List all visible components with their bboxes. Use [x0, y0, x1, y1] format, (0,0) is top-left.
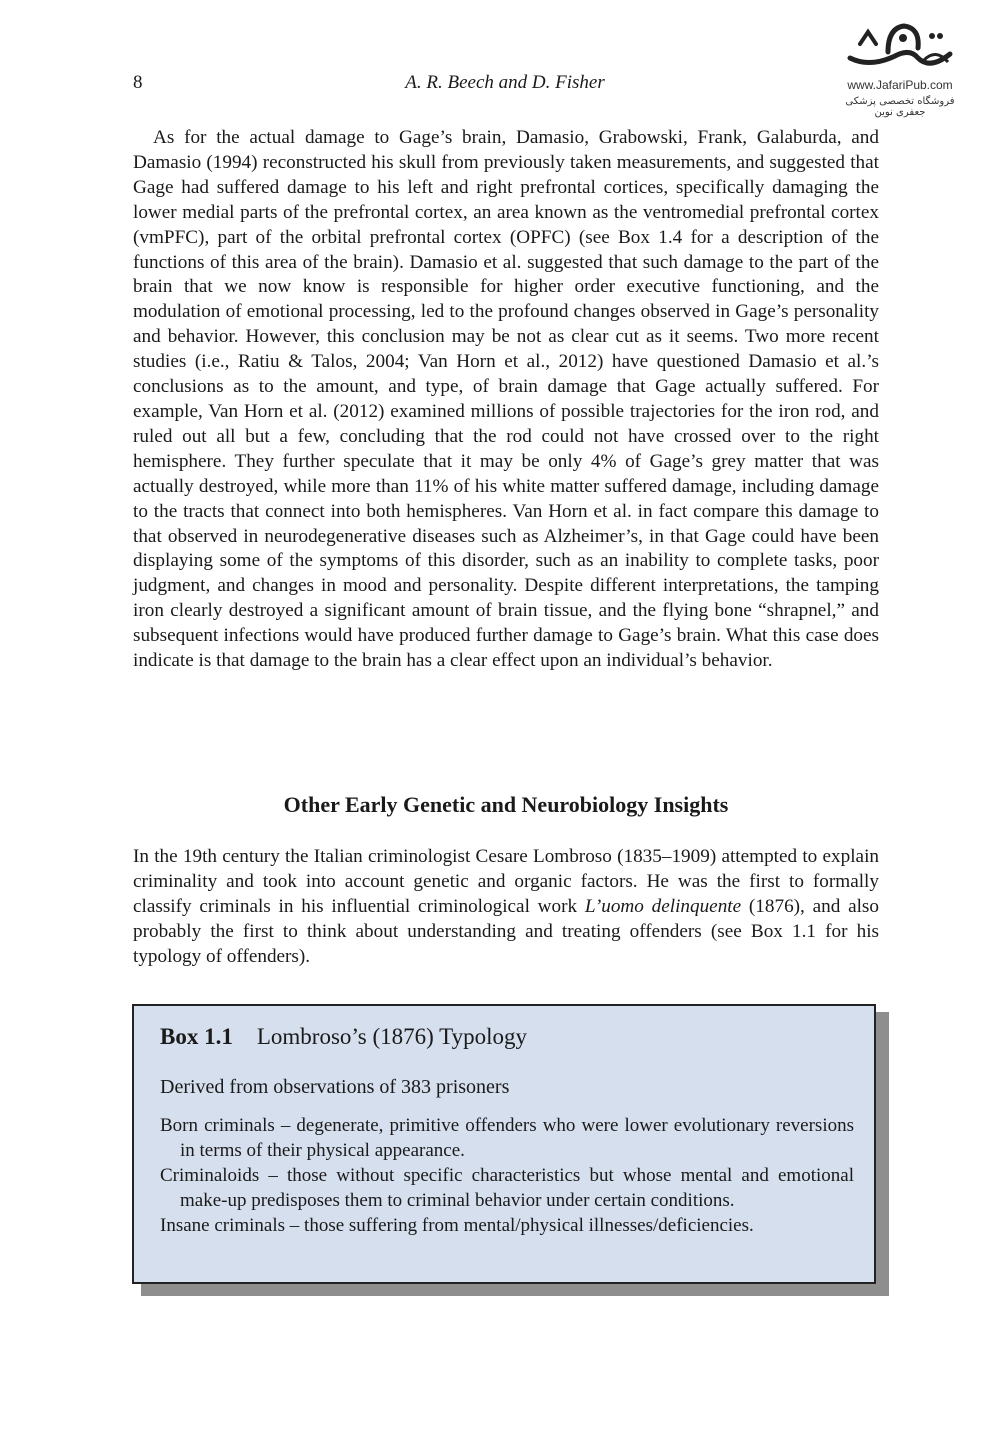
- page-number: 8: [133, 72, 143, 93]
- box-title: [160, 1024, 527, 1050]
- list-item: Insane criminals – those suffering from mental/physical illnesses/deficiencies.: [160, 1215, 754, 1236]
- box-title-text: Lombroso’s (1876) Typology: [256, 1024, 527, 1049]
- logo-url: www.JafariPub.com: [847, 78, 953, 92]
- publisher-logo: [830, 18, 970, 118]
- paragraph-text: (1876), and also probably the first to think about understanding and treating offenders (see Box 1.1 for his typology of offenders).: [133, 895, 879, 967]
- typology-list: [160, 1113, 854, 1238]
- paragraph-text: In the 19th century the Italian criminologist Cesare Lombroso (1835–1909) attempted to explain criminality and took into account genetic and organic factors. He was the first to formally classify criminals in his influential criminological work: [133, 846, 879, 917]
- box-subtitle: Derived from observations of 383 prisoners: [160, 1076, 510, 1098]
- logo-subtitle: فروشگاه تخصصی پزشکی جعفری نوین: [845, 96, 955, 118]
- body-paragraph: [133, 845, 879, 970]
- book-title: L’uomo delinquente: [584, 895, 742, 917]
- logo-mark-icon: [840, 18, 960, 76]
- running-head: A. R. Beech and D. Fisher: [405, 72, 605, 93]
- list-item: Criminaloids – those without specific characteristics but whose mental and emotional make-up predisposes them to criminal behavior under certain conditions.: [160, 1165, 854, 1211]
- section-heading: Other Early Genetic and Neurobiology Insights: [283, 792, 729, 817]
- list-item: Born criminals – degenerate, primitive offenders who were lower evolutionary reversions in terms of their physical appearance.: [160, 1115, 854, 1161]
- typology-box: [132, 1004, 876, 1284]
- box-number: Box 1.1: [160, 1024, 233, 1049]
- body-paragraph: As for the actual damage to Gage’s brain, Damasio, Grabowski, Frank, Galaburda, and Damasio (1994) reconstructed his skull from previously taken measurements, and suggested that Gage had suffered damage to his left and right prefrontal cortices, specifically damaging the lower medial parts of the prefrontal cortex, an area known as the ventromedial prefrontal cortex (vmPFC), part of the orbital prefrontal cortex (OPFC) (see Box 1.4 for a description of the functions of this area of the brain). Damasio et al. suggested that such damage to the part of the brain that we now know is responsible for higher order executive functioning, and the modulation of emotional processing, led to the profound changes observed in Gage’s personality and behavior. However, this conclusion may be not as clear cut as it seems. Two more recent studies (i.e., Ratiu & Talos, 2004; Van Horn et al., 2012) have questioned Damasio et al.’s conclusions as to the amount, and type, of brain damage that Gage actually suffered. For example, Van Horn et al. (2012) examined millions of possible trajectories for the iron rod, and ruled out all but a few, concluding that the rod could not have crossed over to the right hemisphere. They further speculate that it may be only 4% of Gage’s grey matter that was actually destroyed, while more than 11% of his white matter suffered damage, including damage to the tracts that connect into both hemispheres. Van Horn et al. in fact compare this damage to that observed in neurodegenerative diseases such as Alzheimer’s, in that Gage could have been displaying some of the symptoms of this disorder, such as an inability to complete tasks, poor judgment, and changes in mood and personality. Despite different interpretations, the tamping iron clearly destroyed a significant amount of brain tissue, and the flying bone “shrapnel,” and subsequent infections would have produced further damage to Gage’s brain. What this case does indicate is that damage to the brain has a clear effect upon an individual’s behavior.: [133, 127, 879, 672]
